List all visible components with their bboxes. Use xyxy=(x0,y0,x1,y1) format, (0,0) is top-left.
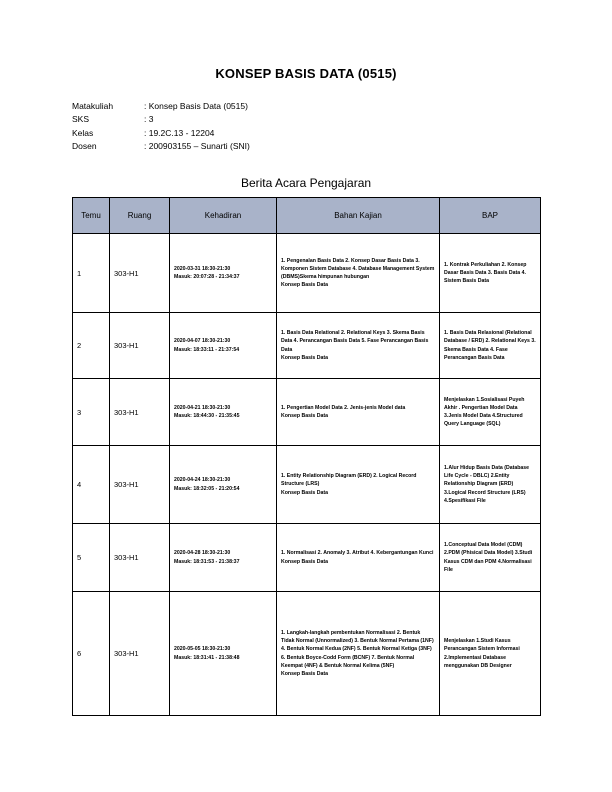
table-row xyxy=(73,592,541,716)
meta-key: Kelas xyxy=(72,127,94,138)
meta-row-sks xyxy=(72,113,250,127)
cell-temu: 6 xyxy=(73,592,110,716)
cell-bahan-kajian: 1. Entity Relationship Diagram (ERD) 2. Logical Record Structure (LRS) Konsep Basis Data xyxy=(277,446,440,524)
cell-bahan-kajian: 1. Basis Data Relational 2. Relational Keys 3. Skema Basis Data 4. Perancangan Basis Data 5. Fase Perancangan Basis Data Konsep Basis Data xyxy=(277,313,440,379)
meta-row-matakuliah xyxy=(72,99,250,113)
course-meta xyxy=(72,99,250,153)
cell-kehadiran: 2020-04-24 18:30-21:30 Masuk: 18:32:05 - 21:20:54 xyxy=(170,446,277,524)
cell-bahan-kajian: 1. Normalisasi 2. Anomaly 3. Atribut 4. Kebergantungan Kunci Konsep Basis Data xyxy=(277,524,440,592)
teaching-record-table xyxy=(72,197,541,716)
meta-value: : 3 xyxy=(144,114,154,125)
cell-temu: 3 xyxy=(73,379,110,446)
cell-kehadiran: 2020-03-31 18:30-21:30 Masuk: 20:07:28 - 21:34:37 xyxy=(170,234,277,313)
section-subtitle: Berita Acara Pengajaran xyxy=(240,176,372,190)
header-kehadiran: Kehadiran xyxy=(170,198,277,234)
table-row xyxy=(73,446,541,524)
header-temu: Temu xyxy=(73,198,110,234)
cell-temu: 4 xyxy=(73,446,110,524)
meta-value: : 200903155 – Sunarti (SNI) xyxy=(144,141,250,152)
meta-row-dosen xyxy=(72,140,250,154)
meta-key: SKS xyxy=(72,114,90,125)
cell-bahan-kajian: 1. Pengertian Model Data 2. Jenis-jenis Model data Konsep Basis Data xyxy=(277,379,440,446)
cell-bap: 1. Basis Data Relasional (Relational Database / ERD) 2. Relational Keys 3. Skema Basis Data 4. Fase Perancangan Basis Data xyxy=(440,313,541,379)
cell-kehadiran: 2020-04-07 18:30-21:30 Masuk: 18:33:11 - 21:37:54 xyxy=(170,313,277,379)
cell-temu: 5 xyxy=(73,524,110,592)
cell-temu: 2 xyxy=(73,313,110,379)
cell-bap: 1.Conceptual Data Model (CDM) 2.PDM (Phisical Data Model) 3.Studi Kasus CDM dan PDM 4.Normalisasi File xyxy=(440,524,541,592)
meta-value: : Konsep Basis Data (0515) xyxy=(144,100,248,111)
cell-temu: 1 xyxy=(73,234,110,313)
cell-ruang: 303-H1 xyxy=(110,524,170,592)
header-bap: BAP xyxy=(440,198,541,234)
meta-key: Matakuliah xyxy=(72,100,114,111)
document-title: KONSEP BASIS DATA (0515) xyxy=(215,66,397,81)
cell-ruang: 303-H1 xyxy=(110,446,170,524)
meta-key: Dosen xyxy=(72,141,97,152)
header-bahan-kajian: Bahan Kajian xyxy=(277,198,440,234)
table-header-row xyxy=(73,198,541,234)
cell-ruang: 303-H1 xyxy=(110,234,170,313)
header-ruang: Ruang xyxy=(110,198,170,234)
cell-bahan-kajian: 1. Pengenalan Basis Data 2. Konsep Dasar Basis Data 3. Komponen Sistem Database 4. Database Management System (DBMS)Skema himpunan hubungan Konsep Basis Data xyxy=(277,234,440,313)
cell-bap: 1.Alur Hidup Basis Data (Database Life Cycle - DBLC) 2.Entity Relationship Diagram (ERD) 3.Logical Record Structure (LRS) 4.Spesifikasi File xyxy=(440,446,541,524)
cell-kehadiran: 2020-04-28 18:30-21:30 Masuk: 18:31:53 - 21:38:37 xyxy=(170,524,277,592)
table-row xyxy=(73,524,541,592)
table-row xyxy=(73,234,541,313)
meta-value: : 19.2C.13 - 12204 xyxy=(144,127,215,138)
cell-ruang: 303-H1 xyxy=(110,379,170,446)
cell-bap: 1. Kontrak Perkuliahan 2. Konsep Dasar Basis Data 3. Basis Data 4. Sistem Basis Data xyxy=(440,234,541,313)
cell-bap: Menjelaskan 1.Sosialisasi Puyeh Akhir . Pengertian Model Data 3.Jenis Model Data 4.Structured Query Language (SQL) xyxy=(440,379,541,446)
table-row xyxy=(73,313,541,379)
cell-bap: Menjelaskan 1.Studi Kasus Perancangan Sistem Informasi 2.Implementasi Database menggunakan DB Designer xyxy=(440,592,541,716)
cell-ruang: 303-H1 xyxy=(110,592,170,716)
meta-row-kelas xyxy=(72,126,250,140)
cell-kehadiran: 2020-05-05 18:30-21:30 Masuk: 18:31:41 - 21:38:48 xyxy=(170,592,277,716)
cell-kehadiran: 2020-04-21 18:30-21:30 Masuk: 18:44:30 - 21:35:45 xyxy=(170,379,277,446)
cell-bahan-kajian: 1. Langkah-langkah pembentukan Normalisasi 2. Bentuk Tidak Normal (Unnormalized) 3. Bentuk Normal Pertama (1NF) 4. Bentuk Normal Kedua (2NF) 5. Bentuk Normal Ketiga (3NF) 6. Bentuk Boyce-Codd Form (BCNF) 7. Bentuk Normal Keempat (4NF) & Bentuk Normal Kelima (5NF) Konsep Basis Data xyxy=(277,592,440,716)
cell-ruang: 303-H1 xyxy=(110,313,170,379)
table-row xyxy=(73,379,541,446)
